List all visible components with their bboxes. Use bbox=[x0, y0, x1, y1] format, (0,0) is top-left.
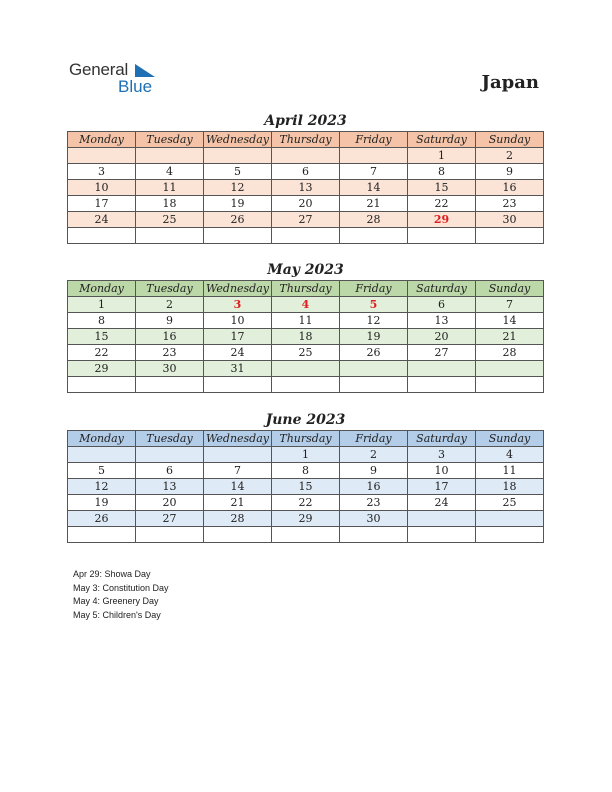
day-cell: 23 bbox=[136, 345, 204, 361]
empty-day-cell bbox=[272, 377, 340, 393]
weekday-header: Wednesday bbox=[204, 281, 272, 297]
day-cell: 14 bbox=[476, 313, 544, 329]
empty-day-cell bbox=[340, 148, 408, 164]
day-cell: 28 bbox=[476, 345, 544, 361]
weekday-header: Monday bbox=[68, 431, 136, 447]
week-row bbox=[68, 196, 544, 212]
empty-day-cell bbox=[340, 527, 408, 543]
day-cell: 23 bbox=[476, 196, 544, 212]
weekday-header: Tuesday bbox=[136, 431, 204, 447]
day-cell: 2 bbox=[476, 148, 544, 164]
day-cell: 26 bbox=[204, 212, 272, 228]
day-cell: 3 bbox=[204, 297, 272, 313]
day-cell: 17 bbox=[204, 329, 272, 345]
day-cell: 10 bbox=[68, 180, 136, 196]
empty-day-cell bbox=[68, 148, 136, 164]
weekday-header: Friday bbox=[340, 132, 408, 148]
day-cell: 3 bbox=[68, 164, 136, 180]
country-title: Japan bbox=[481, 72, 539, 93]
day-cell: 16 bbox=[340, 479, 408, 495]
day-cell: 12 bbox=[204, 180, 272, 196]
day-cell: 8 bbox=[272, 463, 340, 479]
day-cell: 2 bbox=[340, 447, 408, 463]
calendar-april bbox=[67, 111, 544, 244]
empty-day-cell bbox=[136, 148, 204, 164]
day-cell: 2 bbox=[136, 297, 204, 313]
day-cell: 7 bbox=[204, 463, 272, 479]
day-cell: 18 bbox=[272, 329, 340, 345]
empty-day-cell bbox=[204, 527, 272, 543]
empty-day-cell bbox=[408, 228, 476, 244]
day-cell: 29 bbox=[408, 212, 476, 228]
calendar-june bbox=[67, 410, 544, 543]
weekday-header: Saturday bbox=[408, 281, 476, 297]
day-cell: 15 bbox=[272, 479, 340, 495]
week-row bbox=[68, 345, 544, 361]
day-cell: 30 bbox=[476, 212, 544, 228]
weekday-header: Sunday bbox=[476, 431, 544, 447]
week-row bbox=[68, 180, 544, 196]
day-cell: 13 bbox=[408, 313, 476, 329]
day-cell: 9 bbox=[136, 313, 204, 329]
day-cell: 27 bbox=[272, 212, 340, 228]
empty-day-cell bbox=[136, 377, 204, 393]
day-cell: 19 bbox=[68, 495, 136, 511]
day-cell: 15 bbox=[68, 329, 136, 345]
week-row bbox=[68, 463, 544, 479]
day-cell: 22 bbox=[68, 345, 136, 361]
day-cell: 25 bbox=[476, 495, 544, 511]
day-cell: 19 bbox=[340, 329, 408, 345]
day-cell: 27 bbox=[136, 511, 204, 527]
day-cell: 10 bbox=[408, 463, 476, 479]
day-cell: 14 bbox=[340, 180, 408, 196]
weekday-header-row bbox=[68, 132, 544, 148]
empty-day-cell bbox=[340, 377, 408, 393]
empty-day-cell bbox=[408, 527, 476, 543]
weekday-header: Thursday bbox=[272, 281, 340, 297]
empty-day-cell bbox=[476, 527, 544, 543]
week-row bbox=[68, 228, 544, 244]
week-row bbox=[68, 164, 544, 180]
day-cell: 4 bbox=[136, 164, 204, 180]
day-cell: 9 bbox=[476, 164, 544, 180]
day-cell: 16 bbox=[476, 180, 544, 196]
day-cell: 16 bbox=[136, 329, 204, 345]
day-cell: 8 bbox=[408, 164, 476, 180]
empty-day-cell bbox=[476, 377, 544, 393]
week-row bbox=[68, 377, 544, 393]
month-table-april bbox=[67, 131, 544, 244]
weekday-header-row bbox=[68, 281, 544, 297]
day-cell: 14 bbox=[204, 479, 272, 495]
day-cell: 6 bbox=[136, 463, 204, 479]
day-cell: 1 bbox=[68, 297, 136, 313]
day-cell: 4 bbox=[476, 447, 544, 463]
day-cell: 13 bbox=[272, 180, 340, 196]
month-title-april: April 2023 bbox=[264, 113, 347, 129]
brand-name-blue: Blue bbox=[118, 77, 153, 96]
day-cell: 9 bbox=[340, 463, 408, 479]
day-cell: 1 bbox=[408, 148, 476, 164]
weekday-header: Friday bbox=[340, 431, 408, 447]
empty-day-cell bbox=[476, 511, 544, 527]
empty-day-cell bbox=[340, 228, 408, 244]
empty-day-cell bbox=[408, 361, 476, 377]
day-cell: 21 bbox=[476, 329, 544, 345]
month-title-june: June 2023 bbox=[265, 412, 346, 428]
weekday-header: Wednesday bbox=[204, 431, 272, 447]
day-cell: 8 bbox=[68, 313, 136, 329]
weekday-header: Sunday bbox=[476, 132, 544, 148]
day-cell: 12 bbox=[68, 479, 136, 495]
empty-day-cell bbox=[272, 361, 340, 377]
brand-logo bbox=[69, 60, 169, 96]
day-cell: 30 bbox=[136, 361, 204, 377]
day-cell: 6 bbox=[272, 164, 340, 180]
day-cell: 21 bbox=[340, 196, 408, 212]
weekday-header: Monday bbox=[68, 281, 136, 297]
day-cell: 11 bbox=[272, 313, 340, 329]
week-row bbox=[68, 297, 544, 313]
weekday-header: Wednesday bbox=[204, 132, 272, 148]
day-cell: 6 bbox=[408, 297, 476, 313]
empty-day-cell bbox=[476, 228, 544, 244]
week-row bbox=[68, 447, 544, 463]
week-row bbox=[68, 495, 544, 511]
day-cell: 7 bbox=[476, 297, 544, 313]
holiday-note: May 5: Children's Day bbox=[73, 609, 161, 620]
empty-day-cell bbox=[204, 377, 272, 393]
month-table-may bbox=[67, 280, 544, 393]
day-cell: 20 bbox=[272, 196, 340, 212]
day-cell: 31 bbox=[204, 361, 272, 377]
day-cell: 26 bbox=[68, 511, 136, 527]
weekday-header: Friday bbox=[340, 281, 408, 297]
day-cell: 4 bbox=[272, 297, 340, 313]
day-cell: 7 bbox=[340, 164, 408, 180]
day-cell: 13 bbox=[136, 479, 204, 495]
calendar-may bbox=[67, 260, 544, 393]
day-cell: 28 bbox=[340, 212, 408, 228]
empty-day-cell bbox=[136, 447, 204, 463]
logo-triangle-icon bbox=[135, 64, 155, 77]
day-cell: 18 bbox=[476, 479, 544, 495]
day-cell: 29 bbox=[272, 511, 340, 527]
day-cell: 11 bbox=[136, 180, 204, 196]
day-cell: 12 bbox=[340, 313, 408, 329]
weekday-header: Thursday bbox=[272, 431, 340, 447]
empty-day-cell bbox=[272, 228, 340, 244]
day-cell: 3 bbox=[408, 447, 476, 463]
empty-day-cell bbox=[340, 361, 408, 377]
empty-day-cell bbox=[272, 527, 340, 543]
day-cell: 15 bbox=[408, 180, 476, 196]
day-cell: 23 bbox=[340, 495, 408, 511]
holiday-note: May 4: Greenery Day bbox=[73, 596, 159, 606]
weekday-header: Tuesday bbox=[136, 132, 204, 148]
week-row bbox=[68, 511, 544, 527]
empty-day-cell bbox=[204, 148, 272, 164]
empty-day-cell bbox=[68, 527, 136, 543]
month-table-june bbox=[67, 430, 544, 543]
empty-day-cell bbox=[204, 228, 272, 244]
day-cell: 1 bbox=[272, 447, 340, 463]
holiday-note: Apr 29: Showa Day bbox=[73, 569, 151, 579]
week-row bbox=[68, 212, 544, 228]
day-cell: 17 bbox=[408, 479, 476, 495]
day-cell: 22 bbox=[408, 196, 476, 212]
day-cell: 29 bbox=[68, 361, 136, 377]
day-cell: 17 bbox=[68, 196, 136, 212]
day-cell: 24 bbox=[204, 345, 272, 361]
day-cell: 24 bbox=[68, 212, 136, 228]
day-cell: 5 bbox=[340, 297, 408, 313]
empty-day-cell bbox=[408, 511, 476, 527]
week-row bbox=[68, 313, 544, 329]
day-cell: 25 bbox=[136, 212, 204, 228]
day-cell: 19 bbox=[204, 196, 272, 212]
day-cell: 5 bbox=[204, 164, 272, 180]
weekday-header: Thursday bbox=[272, 132, 340, 148]
day-cell: 21 bbox=[204, 495, 272, 511]
weekday-header: Saturday bbox=[408, 132, 476, 148]
holiday-notes bbox=[73, 568, 169, 622]
day-cell: 22 bbox=[272, 495, 340, 511]
empty-day-cell bbox=[136, 228, 204, 244]
week-row bbox=[68, 148, 544, 164]
day-cell: 11 bbox=[476, 463, 544, 479]
day-cell: 18 bbox=[136, 196, 204, 212]
empty-day-cell bbox=[476, 361, 544, 377]
weekday-header-row bbox=[68, 431, 544, 447]
weekday-header: Sunday bbox=[476, 281, 544, 297]
empty-day-cell bbox=[136, 527, 204, 543]
day-cell: 10 bbox=[204, 313, 272, 329]
weekday-header: Tuesday bbox=[136, 281, 204, 297]
week-row bbox=[68, 329, 544, 345]
day-cell: 5 bbox=[68, 463, 136, 479]
holiday-note: May 3: Constitution Day bbox=[73, 582, 169, 593]
empty-day-cell bbox=[272, 148, 340, 164]
day-cell: 27 bbox=[408, 345, 476, 361]
empty-day-cell bbox=[68, 228, 136, 244]
day-cell: 20 bbox=[408, 329, 476, 345]
day-cell: 25 bbox=[272, 345, 340, 361]
day-cell: 30 bbox=[340, 511, 408, 527]
day-cell: 28 bbox=[204, 511, 272, 527]
empty-day-cell bbox=[204, 447, 272, 463]
week-row bbox=[68, 479, 544, 495]
weekday-header: Saturday bbox=[408, 431, 476, 447]
weekday-header: Monday bbox=[68, 132, 136, 148]
day-cell: 24 bbox=[408, 495, 476, 511]
day-cell: 20 bbox=[136, 495, 204, 511]
day-cell: 26 bbox=[340, 345, 408, 361]
week-row bbox=[68, 361, 544, 377]
empty-day-cell bbox=[408, 377, 476, 393]
month-title-may: May 2023 bbox=[267, 262, 344, 278]
empty-day-cell bbox=[68, 377, 136, 393]
week-row bbox=[68, 527, 544, 543]
brand-name-general: General bbox=[69, 60, 129, 79]
empty-day-cell bbox=[68, 447, 136, 463]
